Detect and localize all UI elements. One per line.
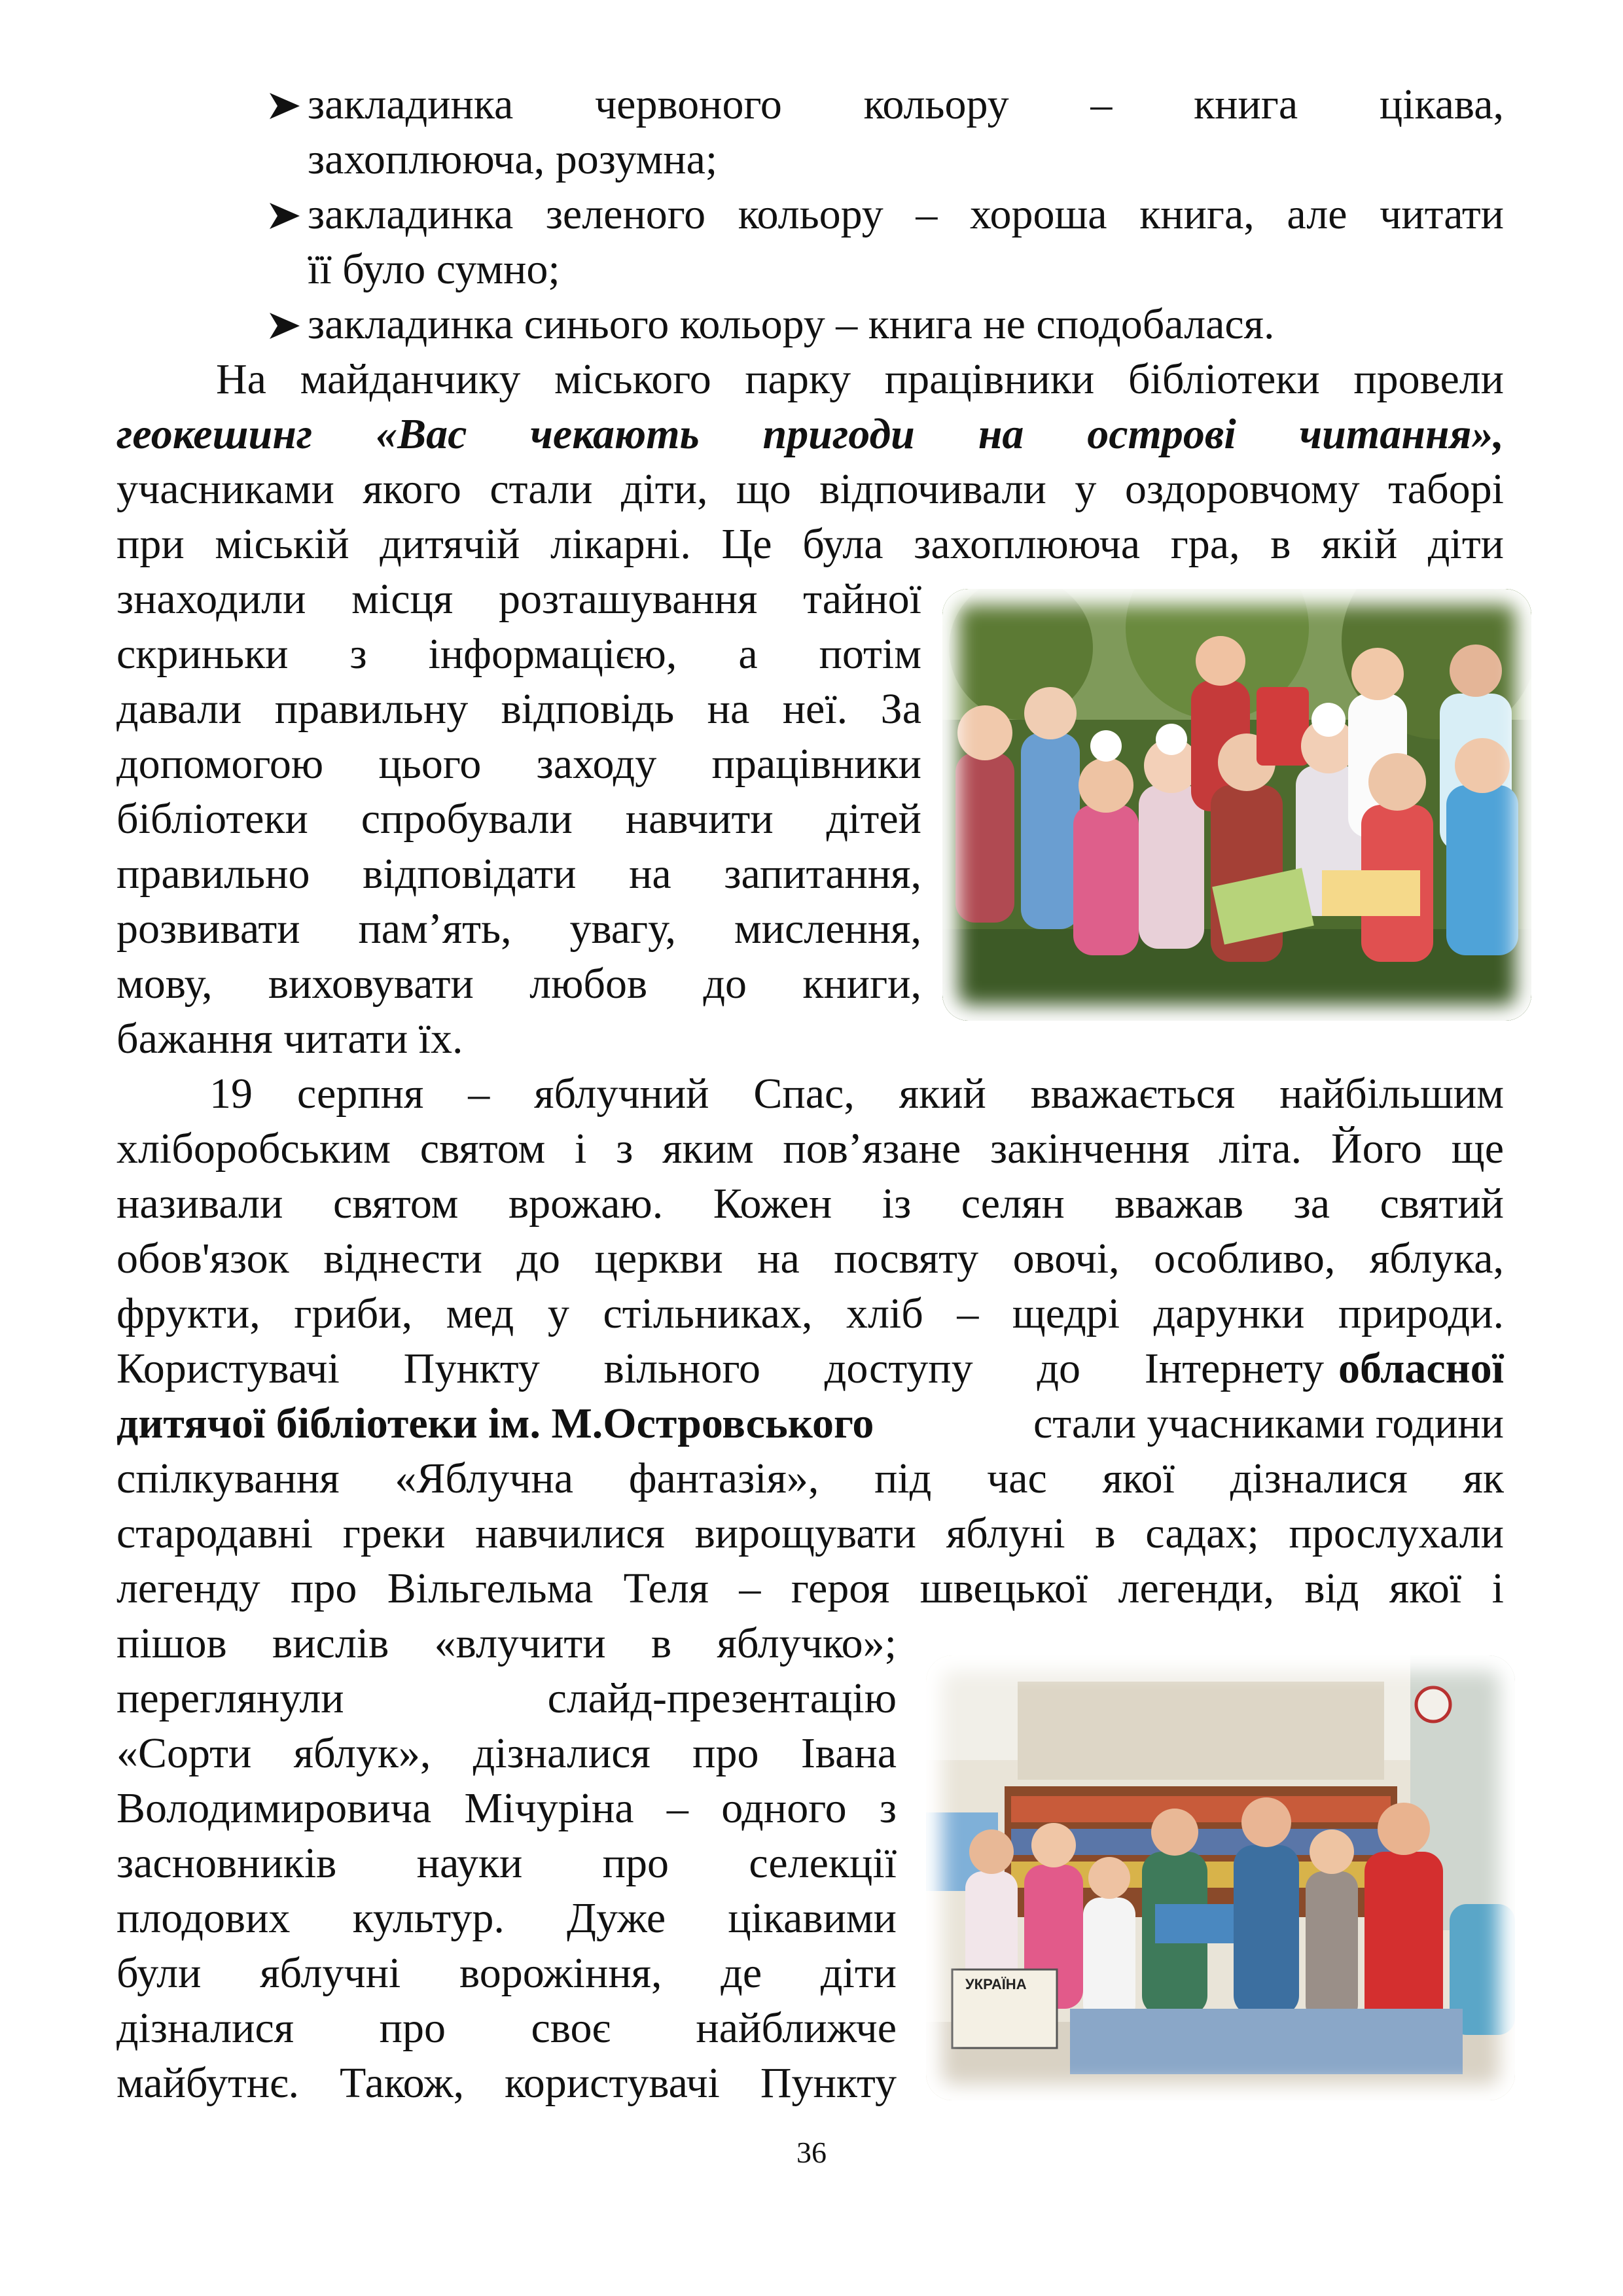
para2-line: фрукти, гриби, мед у стільниках, хліб – щедрі дарунки природи. — [116, 1290, 1504, 1337]
para1-line: скриньки з інформацією, а потім — [116, 630, 921, 678]
para2-line: легенду про Вільгельма Теля – героя швецької легенди, від якої і — [116, 1564, 1504, 1612]
bullet-text: закладинка червоного кольору – книга цікава, — [308, 80, 1504, 128]
para2-line: 19 серпня – яблучний Спас, який вважається найбільшим — [209, 1070, 1504, 1118]
library-name-part: дитячої бібліотеки ім. М.Островського — [116, 1400, 874, 1447]
bullet-item-blue — [267, 297, 1504, 352]
para2-text: стали учасниками години — [1033, 1400, 1504, 1447]
photo-children-park — [942, 589, 1531, 1021]
event-title: геокешинг «Вас чекають пригоди на острові читання», — [116, 410, 1504, 458]
bullet-item-green — [267, 187, 1504, 242]
para1-line: мову, виховувати любов до книги, — [116, 960, 921, 1008]
para2-line: засновників науки про селекції — [116, 1839, 897, 1887]
para2-line — [116, 1341, 1504, 1396]
bullet-item-red — [267, 77, 1504, 132]
para2-line: пішов вислів «влучити в яблучко»; — [116, 1619, 897, 1667]
sign-text: УКРАЇНА — [965, 1976, 1027, 1992]
para2-line: хліборобським святом і з яким пов’язане закінчення літа. Його ще — [116, 1125, 1504, 1173]
para2-line: обов'язок віднести до церкви на посвяту овочі, особливо, яблука, — [116, 1235, 1504, 1282]
para2-line: називали святом врожаю. Кожен із селян вважав за святий — [116, 1180, 1504, 1227]
bullet-text-cont: захоплююча, розумна; — [308, 135, 718, 183]
para2-line: спілкування «Яблучна фантазія», під час якої дізналися як — [116, 1455, 1504, 1502]
para1-line: учасниками якого стали діти, що відпочивали у оздоровчому таборі — [116, 465, 1504, 513]
para1-line: бібліотеки спробували навчити дітей — [116, 795, 921, 843]
para2-line: були яблучні ворожіння, де діти — [116, 1949, 897, 1997]
library-name-part: обласної — [1338, 1345, 1504, 1392]
para1-line: допомогою цього заходу працівники — [116, 740, 921, 788]
para1-line: бажання читати їх. — [116, 1015, 463, 1063]
para2-line: стародавні греки навчилися вирощувати яблуні в садах; прослухали — [116, 1510, 1504, 1557]
para1-line: розвивати пам’ять, увагу, мислення, — [116, 905, 921, 953]
para2-text: Користувачі Пункту вільного доступу до Інтернету — [116, 1345, 1324, 1392]
bullet-text: закладинка зеленого кольору – хороша книга, але читати — [308, 190, 1504, 238]
para2-line: майбутнє. Також, користувачі Пункту — [116, 2059, 897, 2107]
photo-library-event — [926, 1655, 1515, 2100]
para2-line — [116, 1396, 1504, 1451]
page-number: 36 — [796, 2136, 827, 2169]
bullet-text: закладинка синього кольору – книга не сподобалася. — [308, 300, 1275, 348]
para2-line: Володимировича Мічуріна – одного з — [116, 1784, 897, 1832]
para1-line: давали правильну відповідь на неї. За — [116, 685, 921, 733]
para2-line: плодових культур. Дуже цікавими — [116, 1894, 897, 1942]
para1-line: На майданчику міського парку працівники бібліотеки провели — [216, 355, 1504, 403]
para1-line: правильно відповідати на запитання, — [116, 850, 921, 898]
para2-line: «Сорти яблук», дізналися про Івана — [116, 1729, 897, 1777]
para1-line: знаходили місця розташування тайної — [116, 575, 921, 623]
bullet-text-cont: її було сумно; — [308, 245, 560, 293]
para2-line: переглянули слайд-презентацію — [116, 1674, 897, 1722]
para2-line: дізналися про своє найближче — [116, 2004, 897, 2052]
para1-line: при міській дитячій лікарні. Це була захоплююча гра, в якій діти — [116, 520, 1504, 568]
